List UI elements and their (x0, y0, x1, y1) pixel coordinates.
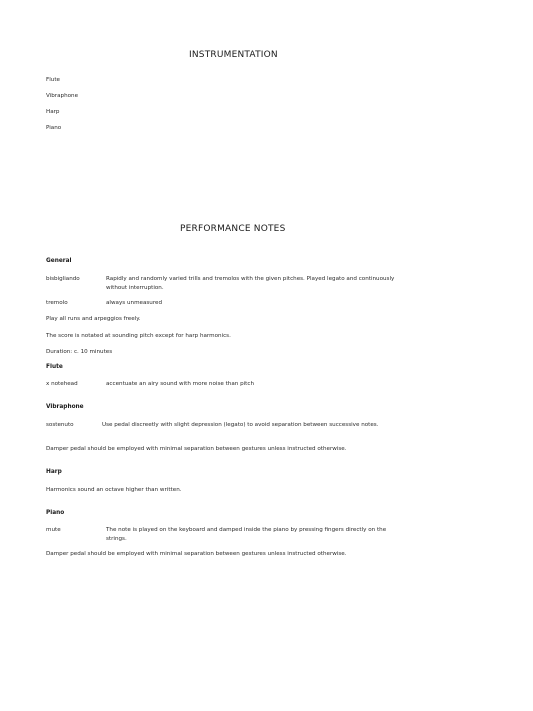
flute-definition: accentuate an airy sound with more noise than pitch (106, 381, 254, 387)
tremolo-term: tremolo (46, 300, 68, 306)
instrumentation-title: INSTRUMENTATION (189, 50, 278, 60)
tremolo-definition: always unmeasured (106, 300, 163, 306)
instrument-flute: Flute (46, 77, 60, 83)
pitch-note: The score is notated at sounding pitch except for harp harmonics. (46, 333, 231, 339)
vibraphone-heading: Vibraphone (46, 404, 84, 410)
piano-term: mute (46, 527, 61, 533)
general-heading: General (46, 258, 72, 264)
vibraphone-term: sostenuto (46, 422, 74, 428)
vibraphone-pedal-note: Damper pedal should be employed with minimal separation between gestures unless instructed otherwise. (46, 446, 347, 452)
bisbigliando-term: bisbigliando (46, 276, 80, 282)
vibraphone-definition: Use pedal discreetly with slight depression (legato) to avoid separation between successive notes. (102, 422, 379, 428)
instrument-piano: Piano (46, 125, 62, 131)
flute-heading: Flute (46, 364, 63, 370)
bisbigliando-definition: Rapidly and randomly varied trills and tremolos with the given pitches. Played legato and continuously without interruption. (106, 276, 395, 291)
instrument-harp: Harp (46, 109, 60, 115)
flute-term: x notehead (46, 381, 78, 387)
instrument-vibraphone: Vibraphone (46, 93, 79, 99)
harp-heading: Harp (46, 469, 62, 475)
performance-notes-title: PERFORMANCE NOTES (180, 224, 286, 234)
piano-heading: Piano (46, 510, 65, 516)
piano-definition: The note is played on the keyboard and damped inside the piano by pressing fingers directly on the strings. (106, 527, 387, 542)
duration-note: Duration: c. 10 minutes (46, 349, 113, 355)
piano-pedal-note: Damper pedal should be employed with minimal separation between gestures unless instructed otherwise. (46, 551, 347, 557)
runs-note: Play all runs and arpeggios freely. (46, 316, 141, 322)
harp-note: Harmonics sound an octave higher than written. (46, 487, 182, 493)
